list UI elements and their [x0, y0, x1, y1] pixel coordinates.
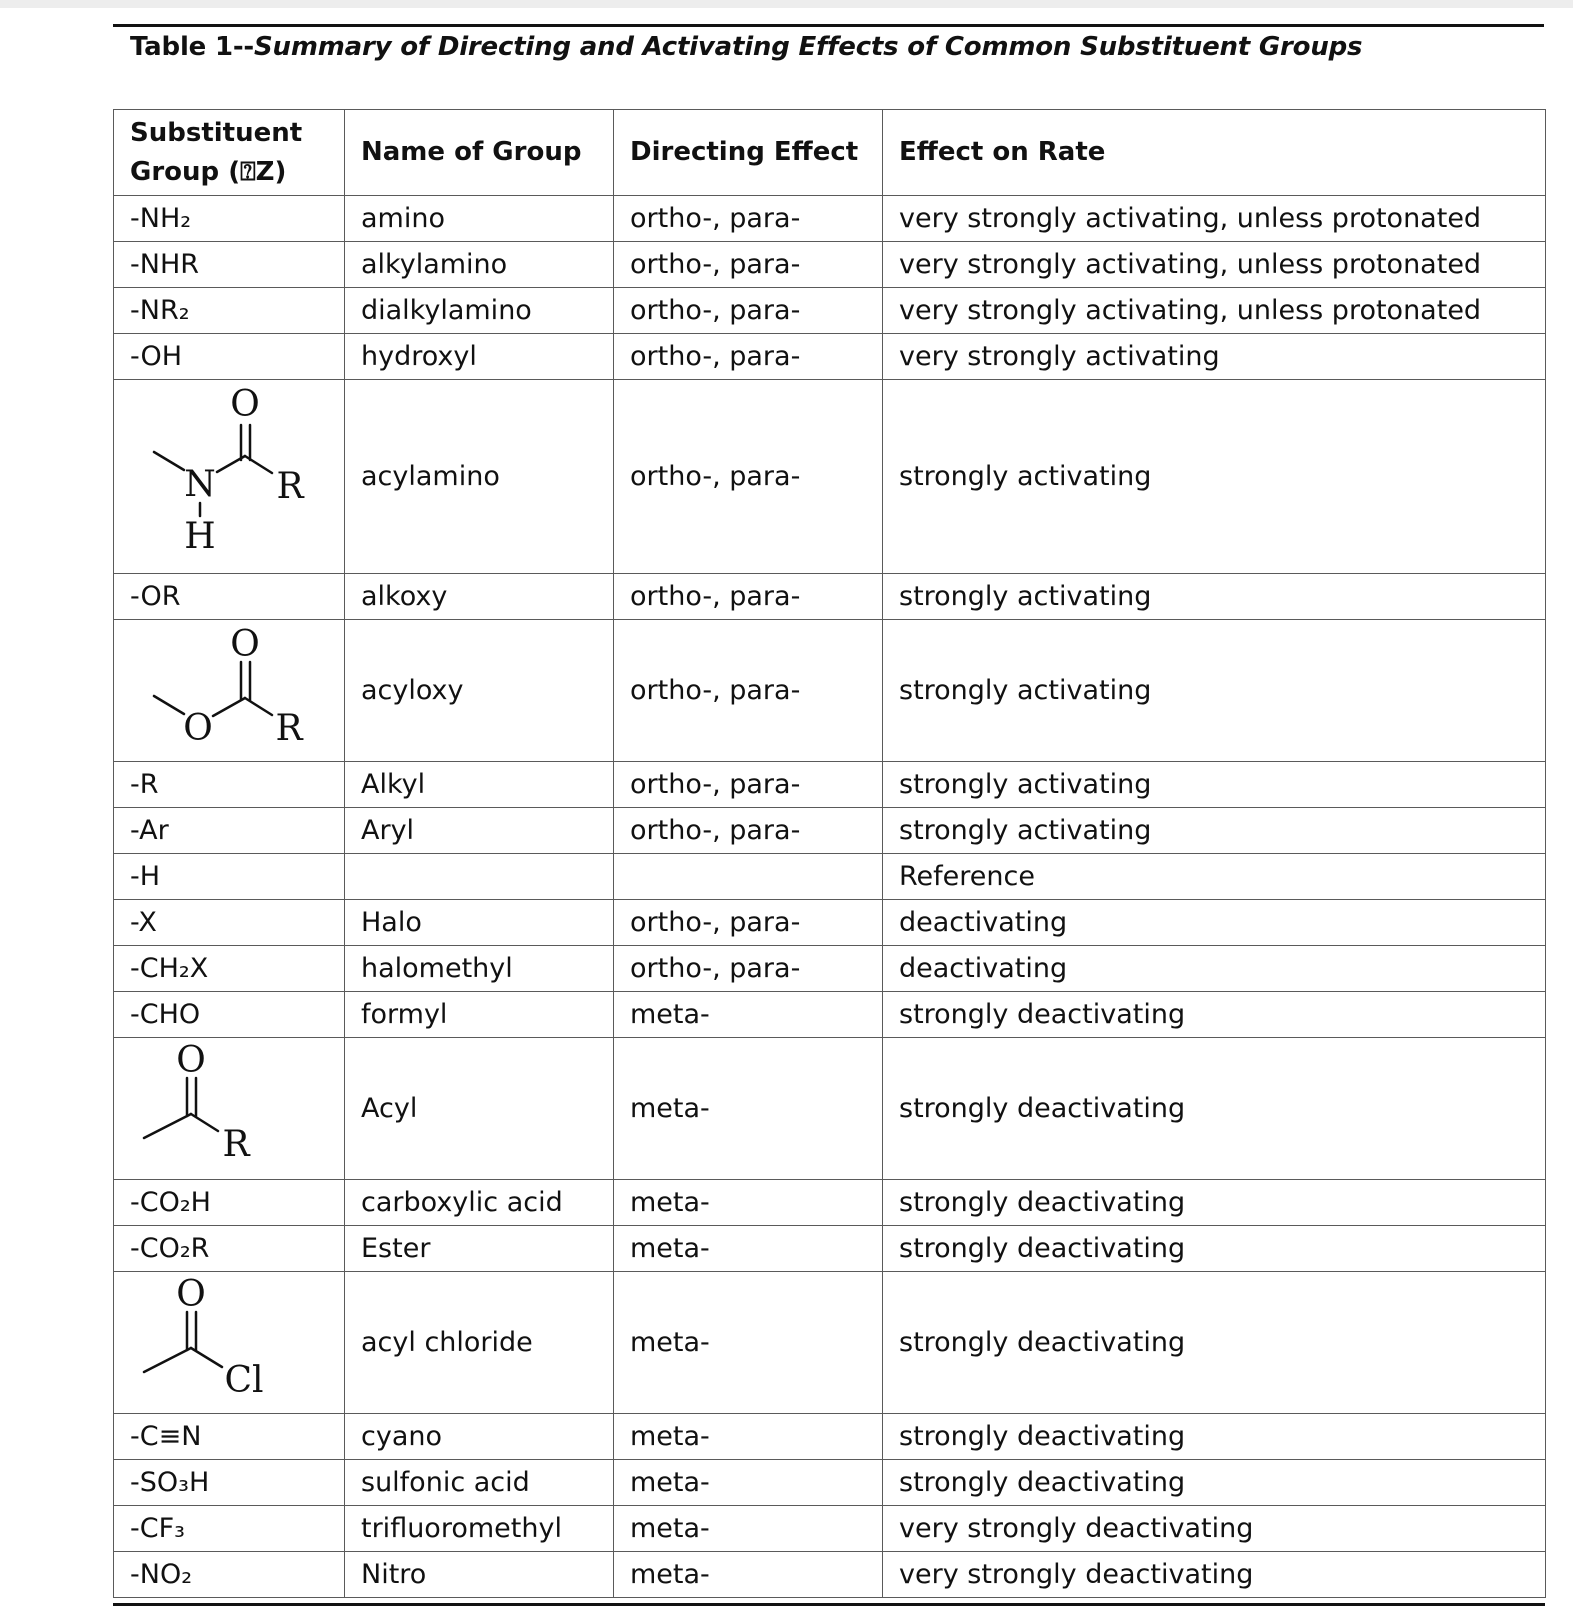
table-row: [114, 1272, 1546, 1414]
cell-directing: meta-: [614, 1552, 883, 1598]
cell-name: hydroxyl: [345, 334, 614, 380]
atom-oxygen: O: [176, 1040, 206, 1081]
table-row: [114, 242, 1546, 288]
atom-r: R: [276, 466, 304, 507]
table-row: [114, 762, 1546, 808]
cell-rate: strongly deactivating: [883, 1414, 1546, 1460]
table-caption: [130, 32, 1362, 62]
table-wrapper: [113, 109, 1546, 1598]
substituent-table: [113, 109, 1546, 1598]
cell-name: Aryl: [345, 808, 614, 854]
cell-directing: ortho-, para-: [614, 900, 883, 946]
cell-group: -CO₂R: [114, 1226, 345, 1272]
cell-name: Halo: [345, 900, 614, 946]
bond: [191, 1114, 218, 1131]
cell-group: -OH: [114, 334, 345, 380]
atom-oxygen: O: [176, 1274, 206, 1315]
cell-rate: strongly activating: [883, 574, 1546, 620]
bond: [154, 696, 184, 714]
table-row: [114, 380, 1546, 574]
atom-oxygen-carbonyl: O: [230, 624, 260, 665]
cell-name: acylamino: [345, 380, 614, 574]
table-row: [114, 334, 1546, 380]
cell-name: formyl: [345, 992, 614, 1038]
cell-rate: strongly activating: [883, 620, 1546, 762]
header-rate: Effect on Rate: [883, 110, 1546, 196]
cell-group-structure: [114, 1038, 345, 1180]
cell-group: -OR: [114, 574, 345, 620]
table-row: [114, 1414, 1546, 1460]
cell-rate: strongly deactivating: [883, 1226, 1546, 1272]
cell-rate: strongly deactivating: [883, 1038, 1546, 1180]
atom-nitrogen: N: [184, 464, 216, 505]
table-row: [114, 288, 1546, 334]
atom-r: R: [275, 708, 303, 749]
table-row: [114, 854, 1546, 900]
top-rule: [113, 24, 1544, 27]
cell-group: -CF₃: [114, 1506, 345, 1552]
header-directing: Directing Effect: [614, 110, 883, 196]
table-row: [114, 992, 1546, 1038]
header-substituent-line2: Group (⍰Z): [130, 156, 287, 187]
table-row: [114, 1506, 1546, 1552]
header-substituent-line1: Substituent: [130, 117, 303, 148]
cell-name: halomethyl: [345, 946, 614, 992]
cell-group-structure: [114, 1272, 345, 1414]
table-row: [114, 1226, 1546, 1272]
caption-prefix: Table 1--: [130, 32, 255, 62]
cell-rate: very strongly activating, unless protonated: [883, 242, 1546, 288]
cell-rate: strongly activating: [883, 380, 1546, 574]
cell-group: -NO₂: [114, 1552, 345, 1598]
table-row: [114, 1180, 1546, 1226]
cell-group-structure: [114, 620, 345, 762]
cell-directing: meta-: [614, 1460, 883, 1506]
table-row: [114, 1038, 1546, 1180]
cell-rate: deactivating: [883, 946, 1546, 992]
cell-rate: strongly deactivating: [883, 1272, 1546, 1414]
cell-name: carboxylic acid: [345, 1180, 614, 1226]
cell-name: acyloxy: [345, 620, 614, 762]
cell-group: -CH₂X: [114, 946, 345, 992]
cell-name: Nitro: [345, 1552, 614, 1598]
cell-rate: strongly activating: [883, 762, 1546, 808]
header-row: [114, 110, 1546, 196]
cell-rate: strongly deactivating: [883, 1460, 1546, 1506]
cell-rate: strongly activating: [883, 808, 1546, 854]
bond: [191, 1348, 222, 1367]
cell-name: alkylamino: [345, 242, 614, 288]
cell-directing: ortho-, para-: [614, 574, 883, 620]
cell-directing: ortho-, para-: [614, 242, 883, 288]
cell-directing: meta-: [614, 1414, 883, 1460]
cell-rate: very strongly activating, unless protonated: [883, 288, 1546, 334]
cell-directing: ortho-, para-: [614, 620, 883, 762]
bond: [144, 1348, 191, 1372]
cell-rate: very strongly activating, unless protonated: [883, 196, 1546, 242]
cell-directing: meta-: [614, 1272, 883, 1414]
cell-group: -C≡N: [114, 1414, 345, 1460]
table-row: [114, 1460, 1546, 1506]
header-name: Name of Group: [345, 110, 614, 196]
table-row: [114, 946, 1546, 992]
cell-directing: ortho-, para-: [614, 946, 883, 992]
cell-group: -NHR: [114, 242, 345, 288]
cell-directing: ortho-, para-: [614, 808, 883, 854]
cell-rate: deactivating: [883, 900, 1546, 946]
cell-group: -X: [114, 900, 345, 946]
caption-title: Summary of Directing and Activating Effects of Common Substituent Groups: [254, 32, 1363, 62]
table-row: [114, 196, 1546, 242]
cell-name: dialkylamino: [345, 288, 614, 334]
cell-directing: ortho-, para-: [614, 288, 883, 334]
cell-name: alkoxy: [345, 574, 614, 620]
cell-directing: ortho-, para-: [614, 380, 883, 574]
cell-directing: meta-: [614, 1506, 883, 1552]
bond: [144, 1114, 191, 1138]
table-row: [114, 574, 1546, 620]
cell-directing: meta-: [614, 1226, 883, 1272]
atom-chlorine: Cl: [224, 1360, 264, 1401]
cell-group-structure: [114, 380, 345, 574]
cell-group: -Ar: [114, 808, 345, 854]
cell-group: -CHO: [114, 992, 345, 1038]
atom-oxygen: O: [230, 384, 260, 425]
cell-rate: very strongly activating: [883, 334, 1546, 380]
cell-group: -NH₂: [114, 196, 345, 242]
cell-directing: meta-: [614, 1038, 883, 1180]
cell-rate: strongly deactivating: [883, 992, 1546, 1038]
table-row: [114, 1552, 1546, 1598]
bond: [245, 698, 272, 715]
cell-group: -H: [114, 854, 345, 900]
cell-directing: ortho-, para-: [614, 762, 883, 808]
atom-r: R: [222, 1124, 250, 1165]
header-substituent: [114, 110, 345, 196]
cell-name: trifluoromethyl: [345, 1506, 614, 1552]
cell-name: sulfonic acid: [345, 1460, 614, 1506]
cell-name: Acyl: [345, 1038, 614, 1180]
cell-name: amino: [345, 196, 614, 242]
cell-rate: strongly deactivating: [883, 1180, 1546, 1226]
cell-directing: meta-: [614, 1180, 883, 1226]
acyl-chloride-structure: [114, 1272, 345, 1413]
bottom-rule: [113, 1603, 1545, 1606]
cell-directing: [614, 854, 883, 900]
atom-hydrogen: H: [184, 516, 216, 557]
cell-group: -NR₂: [114, 288, 345, 334]
cell-rate: very strongly deactivating: [883, 1506, 1546, 1552]
cell-rate: Reference: [883, 854, 1546, 900]
bond: [154, 452, 184, 470]
cell-name: Ester: [345, 1226, 614, 1272]
table-row: [114, 900, 1546, 946]
cell-directing: ortho-, para-: [614, 196, 883, 242]
cell-directing: meta-: [614, 992, 883, 1038]
cell-group: -R: [114, 762, 345, 808]
top-strip: [0, 0, 1573, 8]
table-row: [114, 620, 1546, 762]
table-row: [114, 808, 1546, 854]
cell-rate: very strongly deactivating: [883, 1552, 1546, 1598]
acylamino-structure: [114, 380, 345, 573]
cell-group: -CO₂H: [114, 1180, 345, 1226]
acyloxy-structure: [114, 620, 345, 761]
atom-oxygen-ether: O: [183, 708, 213, 749]
cell-name: cyano: [345, 1414, 614, 1460]
cell-name: [345, 854, 614, 900]
acyl-structure: [114, 1038, 345, 1179]
cell-directing: ortho-, para-: [614, 334, 883, 380]
bond: [245, 456, 272, 473]
cell-name: acyl chloride: [345, 1272, 614, 1414]
cell-group: -SO₃H: [114, 1460, 345, 1506]
cell-name: Alkyl: [345, 762, 614, 808]
